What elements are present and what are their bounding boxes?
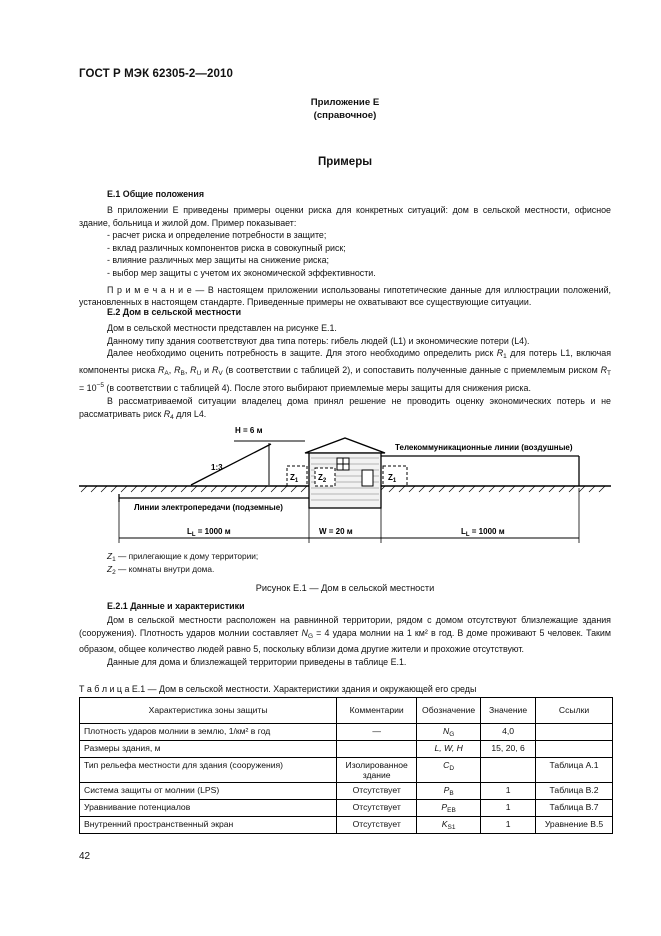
page-number: 42 [79,851,91,862]
cell-reference: Уравнение В.5 [536,817,613,834]
e1-bullet: - расчет риска и определение потребности в защите; [107,230,327,241]
cell-reference: Таблица А.1 [536,758,613,783]
slope-line [191,444,271,485]
ll-right-label: $L_L = 1000$ м [461,527,505,538]
cell-value: 4,0 [481,724,536,741]
h-label: H = 6 м [235,426,263,435]
table-caption: Т а б л и ц а Е.1 — Дом в сельской местности. Характеристики здания и окружающей его среды [79,684,477,694]
e2-p4: В рассматриваемой ситуации владелец дома принял решение не проводить оценку экономических потерь и не рассматривать риск $R_4$ для L4. [79,395,611,421]
data-table [79,697,613,834]
cell-comment [337,741,417,758]
telecom-label: Телекоммуникационные линии (воздушные) [395,443,573,452]
table-header: Комментарии [337,698,417,724]
cell-parameter: Уравнивание потенциалов [80,800,337,817]
annex-subtitle: (справочное) [313,110,377,121]
cell-parameter: Внутренний пространственный экран [80,817,337,834]
cell-reference: Таблица В.7 [536,800,613,817]
section-e1-body [79,204,611,309]
w-label: W = 20 м [319,527,353,536]
cell-symbol: $P_B$ [417,783,481,800]
standard-header: ГОСТ Р МЭК 62305-2—2010 [79,68,233,80]
cell-reference: Таблица В.2 [536,783,613,800]
cell-symbol: $C_D$ [417,758,481,783]
table-row [80,800,613,817]
table-row [80,758,613,783]
e1-intro: В приложении Е приведены примеры оценки риска для конкретных ситуаций: дом в сельской местности, офисное здание, больница и жилой дом. Пример показывает: [79,205,611,228]
e2-p2: Данному типу здания соответствуют два типа потерь: гибель людей (L1) и экономические потери (L4). [107,335,530,346]
cell-comment: Отсутствует [337,817,417,834]
e1-note [79,284,611,309]
section-e21-heading: Е.2.1 Данные и характеристики [107,601,245,611]
table-row [80,817,613,834]
cell-value: 1 [481,817,536,834]
table-row [80,741,613,758]
cell-value: 1 [481,800,536,817]
cell-parameter: Плотность ударов молнии в землю, 1/км² в год [80,724,337,741]
table-header: Ссылки [536,698,613,724]
table-header: Обозначение [417,698,481,724]
cell-comment: Изолированное здание [337,758,417,783]
cell-parameter: Размеры здания, м [80,741,337,758]
e21-p2: Данные для дома и близлежащей территории приведены в таблице Е.1. [107,656,407,667]
section-e21-body [79,614,611,668]
cell-value: 1 [481,783,536,800]
section-e2-body [79,322,611,424]
table-header: Характеристика зоны защиты [80,698,337,724]
power-label: Линии электропередачи (подземные) [134,503,283,512]
cell-reference [536,724,613,741]
e1-bullet: - выбор мер защиты с учетом их экономической эффективности. [107,267,376,278]
note-label: П р и м е ч а н и е [107,284,192,295]
cell-symbol: $K_{S1}$ [417,817,481,834]
figure-e1 [79,418,611,548]
z2-label: $Z_2$ [318,473,327,484]
table-header-row [80,698,613,724]
annex-title: Приложение Е [310,97,380,108]
cell-reference [536,741,613,758]
legend-z2: $Z_2$ — комнаты внутри дома. [107,564,215,576]
e1-bullet: - влияние различных мер защиты на снижение риска; [107,255,329,266]
section-e2-heading: Е.2 Дом в сельской местности [107,307,242,317]
figure-caption: Рисунок Е.1 — Дом в сельской местности [255,583,435,593]
section-e1-heading: Е.1 Общие положения [107,189,205,199]
slope-label: 1:3 [211,463,223,472]
table-row [80,724,613,741]
cell-parameter: Тип рельефа местности для здания (сооружения) [80,758,337,783]
cell-symbol: $N_G$ [417,724,481,741]
e21-p1: Дом в сельской местности расположен на равнинной территории, рядом с домом отсутствуют близлежащие здания (сооружения). Плотность ударов молнии составляет $N_G = 4$ удара молнии на 1 км² в год. В доме проживают 5 человек. Таким образом, общее количество людей равно 5, поскольку вблизи дома другие жители и прохожие отсутствуют. [79,615,611,655]
cell-symbol: $P_{EB}$ [417,800,481,817]
cell-value: 15, 20, 6 [481,741,536,758]
e1-bullet: - вклад различных компонентов риска в совокупный риск; [107,242,346,253]
house-diagram [79,418,611,548]
cell-value [481,758,536,783]
legend-z1: $Z_1$ — прилегающие к дому территории; [107,551,259,563]
cell-parameter: Система защиты от молнии (LPS) [80,783,337,800]
cell-comment: Отсутствует [337,783,417,800]
e2-p3: Далее необходимо оценить потребность в защите. Для этого необходимо определить риск $R_1$ для потерь L1, включая компоненты риска $R_A$, $R_B$, $R_U$ и $R_V$ (в соответствии с таблицей 2), и сопоставить полученные данные с приемлемым риском $R_T = 10^{-5}$ (в соответствии с таблицей 4). После этого выбирают приемлемые меры защиты для снижения риска. [79,348,611,394]
examples-title: Примеры [317,156,373,168]
e2-p1: Дом в сельской местности представлен на рисунке Е.1. [107,323,337,333]
cell-comment: Отсутствует [337,800,417,817]
annex-heading [79,96,611,122]
note-text: — В настоящем приложении использованы гипотетические данные для иллюстрации положений, установленных в настоящем стандарте. Приведенные примеры не охватывают все существующие ситуации. [79,284,611,308]
z1-label-left: $Z_1$ [290,473,299,484]
cell-symbol: L, W, H [417,741,481,758]
table-header: Значение [481,698,536,724]
cell-comment: — [337,724,417,741]
z1-label-right: $Z_1$ [388,473,397,484]
table-row [80,783,613,800]
ll-left-label: $L_L = 1000$ м [187,527,231,538]
